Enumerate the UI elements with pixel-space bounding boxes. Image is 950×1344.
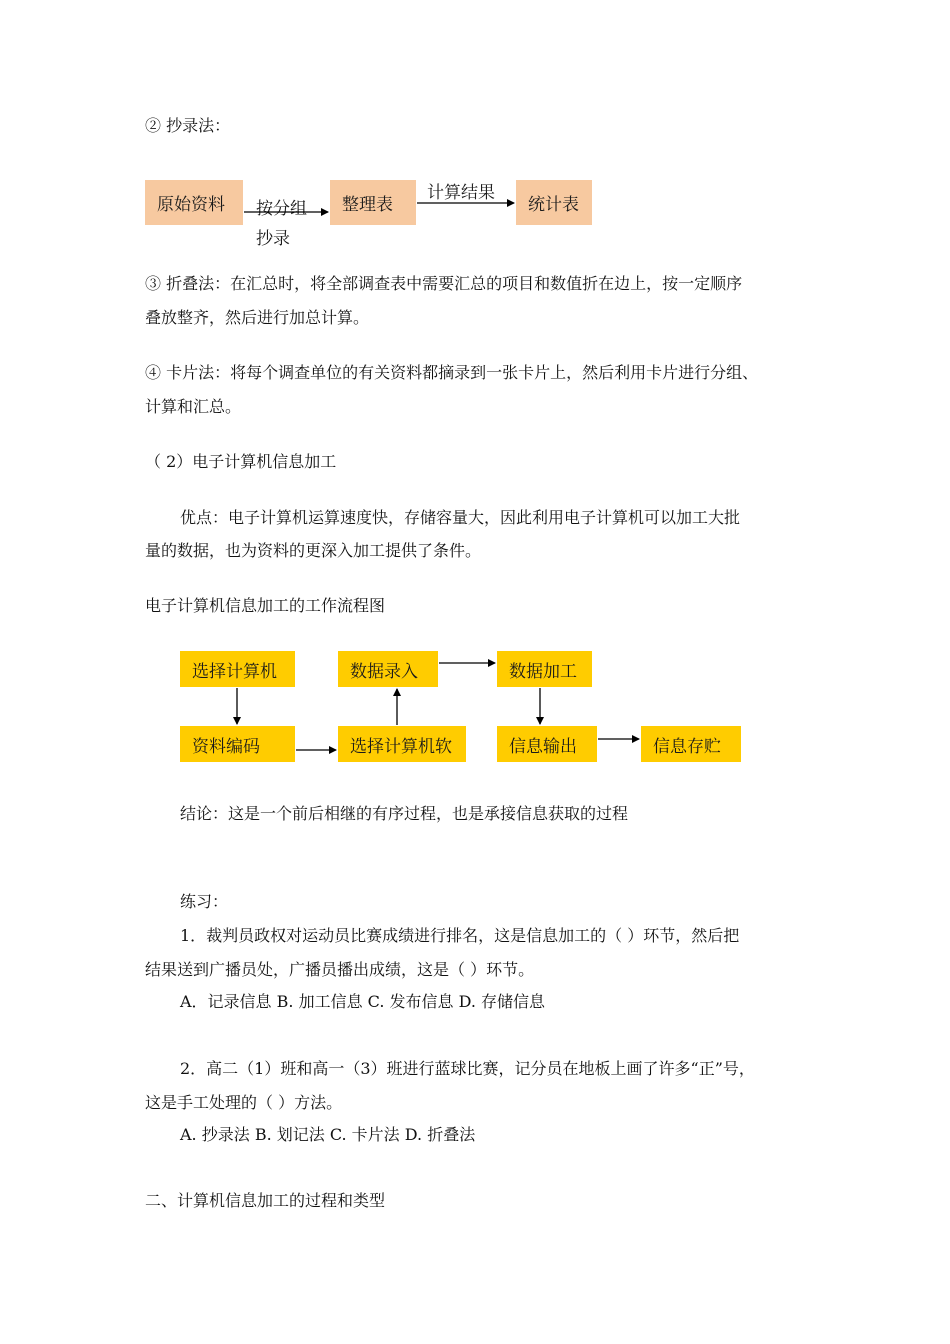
box-stat-table: 统计表 (516, 180, 592, 225)
box-info-storage: 信息存贮 (641, 726, 741, 762)
box-info-output: 信息输出 (497, 726, 597, 762)
box-select-software: 选择计算机软 (338, 726, 466, 762)
advantage-line2: 量的数据，也为资料的更深入加工提供了条件。 (145, 541, 482, 560)
computer-heading: （ 2）电子计算机信息加工 (145, 452, 337, 471)
box-original-data: 原始资料 (145, 180, 243, 225)
section2-heading: 二、计算机信息加工的过程和类型 (145, 1191, 386, 1210)
label-calc-result: 计算结果 (427, 183, 495, 203)
label-group-copy-line1: 按分组 (256, 199, 307, 219)
label-group-copy-line2: 抄录 (256, 229, 290, 249)
zhedie-line1: ③ 折叠法：在汇总时，将全部调查表中需要汇总的项目和数值折在边上，按一定顺序 (145, 274, 743, 293)
question2-line2: 这是手工处理的（ ）方法。 (145, 1093, 343, 1112)
question1-line2: 结果送到广播员处，广播员播出成绩，这是（ ）环节。 (145, 960, 535, 979)
exercise-heading: 练习： (180, 892, 229, 911)
zhedie-line2: 叠放整齐，然后进行加总计算。 (145, 308, 370, 327)
box-select-computer: 选择计算机 (180, 651, 295, 687)
conclusion: 结论：这是一个前后相继的有序过程，也是承接信息获取的过程 (180, 804, 629, 823)
kapian-line2: 计算和汇总。 (145, 397, 242, 416)
question2-options: A. 抄录法 B. 划记法 C. 卡片法 D. 折叠法 (180, 1125, 476, 1144)
box-data-encoding: 资料编码 (180, 726, 295, 762)
advantage-line1: 优点：电子计算机运算速度快，存储容量大，因此利用电子计算机可以加工大批 (180, 508, 741, 527)
box-data-process: 数据加工 (497, 651, 592, 687)
chaolu-heading: ② 抄录法： (145, 116, 231, 135)
flow-title: 电子计算机信息加工的工作流程图 (145, 596, 386, 615)
question1-line1: 1．裁判员政权对运动员比赛成绩进行排名，这是信息加工的（ ）环节，然后把 (180, 926, 740, 945)
box-data-entry: 数据录入 (338, 651, 438, 687)
box-sorted-table: 整理表 (330, 180, 416, 225)
question1-options: A．记录信息 B. 加工信息 C. 发布信息 D. 存储信息 (180, 992, 546, 1011)
kapian-line1: ④ 卡片法：将每个调查单位的有关资料都摘录到一张卡片上，然后利用卡片进行分组、 (145, 363, 759, 382)
question2-line1: 2．高二（1）班和高一（3）班进行蓝球比赛，记分员在地板上画了许多“正”号， (180, 1059, 755, 1078)
